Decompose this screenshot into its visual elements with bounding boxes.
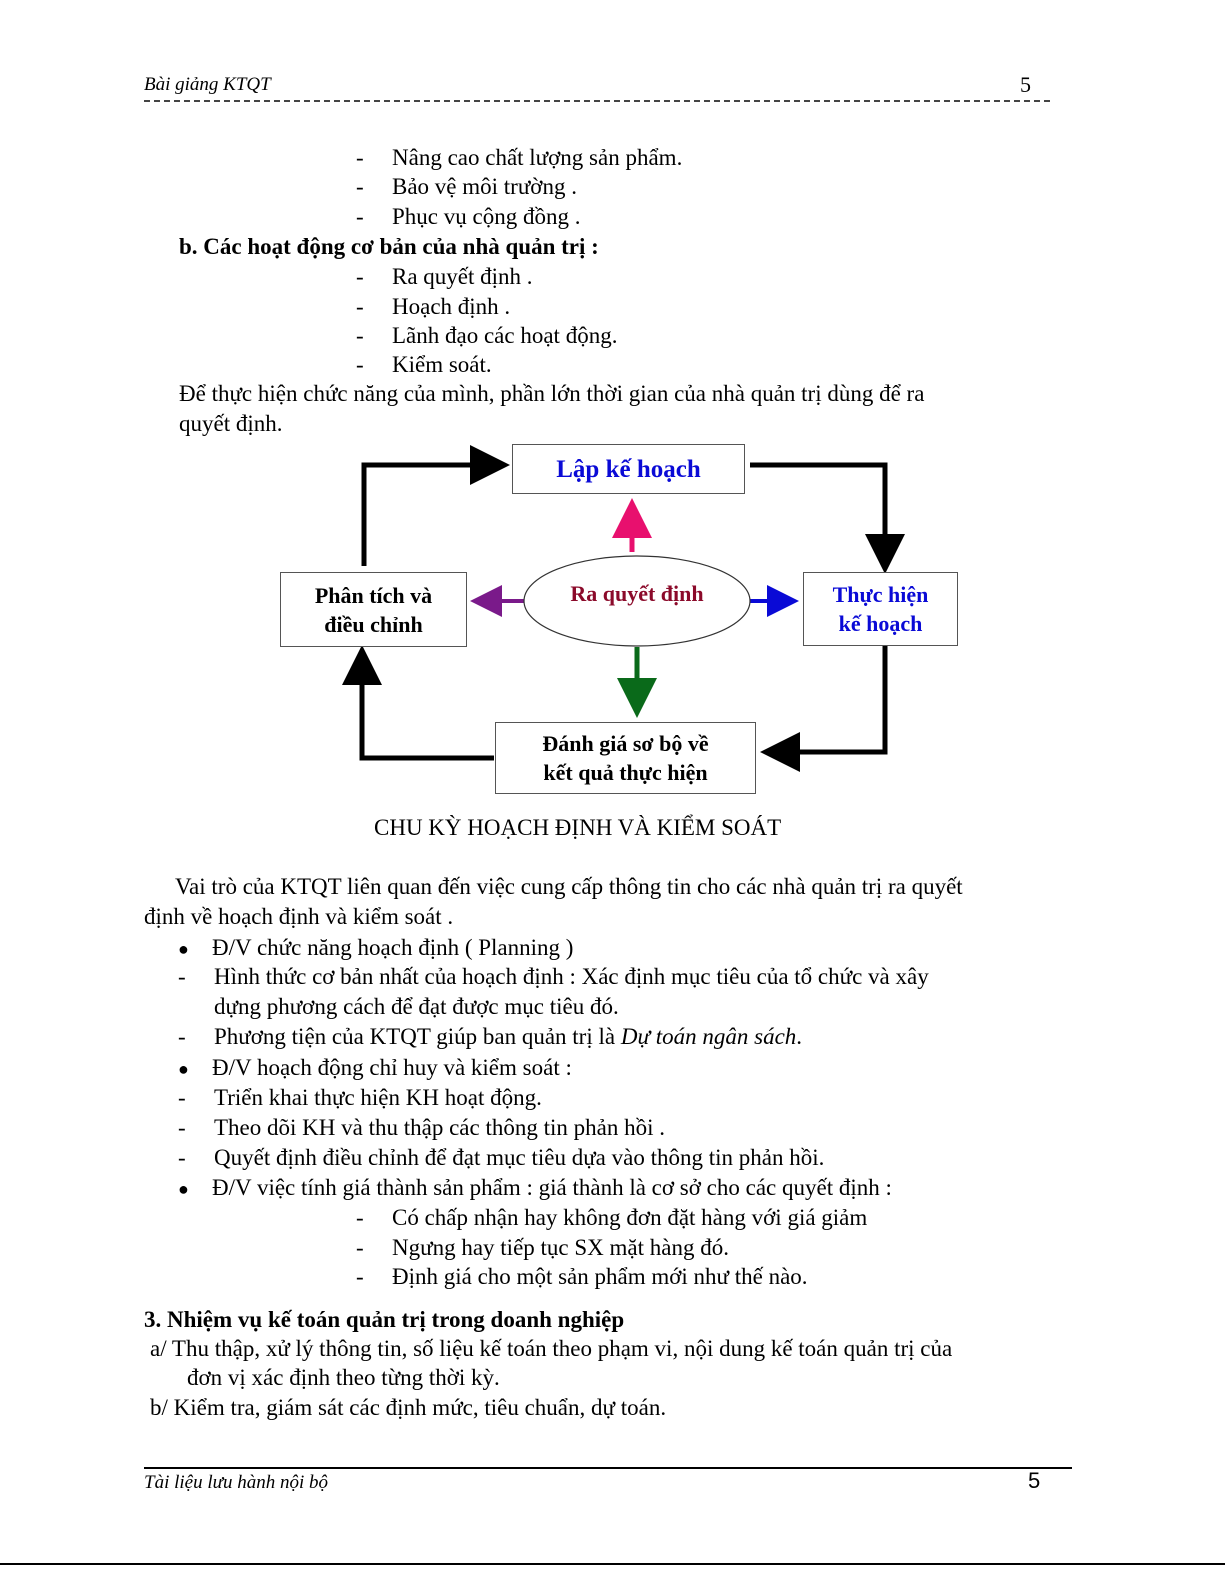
plan-box: Lập kế hoạch bbox=[512, 444, 745, 494]
list-item: - Có chấp nhận hay không đơn đặt hàng với giá giảm bbox=[356, 1205, 868, 1230]
paragraph-line: a/ Thu thập, xử lý thông tin, số liệu kế toán theo phạm vi, nội dung kế toán quản trị của bbox=[150, 1336, 953, 1361]
list-item: - Ngưng hay tiếp tục SX mặt hàng đó. bbox=[356, 1235, 729, 1260]
list-item: - Nâng cao chất lượng sản phẩm. bbox=[356, 145, 683, 170]
footer-divider bbox=[144, 1467, 1072, 1469]
arrow-analyze-to-plan bbox=[364, 465, 500, 566]
section-b-heading: b. Các hoạt động cơ bản của nhà quản trị : bbox=[179, 234, 599, 259]
arrow-evaluate-to-analyze bbox=[362, 655, 494, 758]
list-item: - Theo dõi KH và thu thập các thông tin phản hồi . bbox=[178, 1115, 665, 1140]
list-item: - Triển khai thực hiện KH hoạt động. bbox=[178, 1085, 542, 1110]
bullet-item: ● Đ/V hoạch động chỉ huy và kiểm soát : bbox=[178, 1053, 572, 1084]
list-item: - Hoạch định . bbox=[356, 294, 511, 319]
paragraph-line: b/ Kiểm tra, giám sát các định mức, tiêu chuẩn, dự toán. bbox=[150, 1395, 667, 1420]
page-bottom-rule bbox=[0, 1563, 1225, 1565]
list-item: - Phục vụ cộng đồng . bbox=[356, 204, 581, 229]
list-item: - Bảo vệ môi trường . bbox=[356, 174, 577, 199]
list-item: - Phương tiện của KTQT giúp ban quản trị là Dự toán ngân sách. bbox=[178, 1024, 803, 1049]
list-item: - Định giá cho một sản phẩm mới như thế nào. bbox=[356, 1264, 808, 1289]
bullet-item: ● Đ/V chức năng hoạch định ( Planning ) bbox=[178, 933, 573, 964]
list-item: - Quyết định điều chỉnh để đạt mục tiêu dựa vào thông tin phản hồi. bbox=[178, 1145, 825, 1170]
list-item: - Kiểm soát. bbox=[356, 352, 492, 377]
bullet-icon: ● bbox=[178, 939, 189, 959]
header-page-number: 5 bbox=[1020, 72, 1031, 97]
evaluate-box: Đánh giá sơ bộ về kết quả thực hiện bbox=[495, 722, 756, 794]
list-item-continuation: dựng phương cách để đạt được mục tiêu đó. bbox=[214, 994, 619, 1019]
header-title: Bài giảng KTQT bbox=[144, 74, 271, 95]
paragraph-line: định về hoạch định và kiểm soát . bbox=[144, 904, 454, 929]
bullet-icon: ● bbox=[178, 1059, 189, 1079]
paragraph-line: quyết định. bbox=[179, 411, 283, 436]
list-item: - Hình thức cơ bản nhất của hoạch định : Xác định mục tiêu của tổ chức và xây bbox=[178, 964, 929, 989]
arrow-implement-to-evaluate bbox=[770, 646, 885, 752]
arrow-plan-to-implement bbox=[750, 465, 885, 564]
implement-box: Thực hiện kế hoạch bbox=[803, 572, 958, 646]
bullet-icon: ● bbox=[178, 1179, 189, 1199]
paragraph-line: đơn vị xác định theo từng thời kỳ. bbox=[187, 1365, 500, 1390]
paragraph-line: Vai trò của KTQT liên quan đến việc cung cấp thông tin cho các nhà quản trị ra quyết bbox=[175, 874, 963, 899]
bullet-item: ● Đ/V việc tính giá thành sản phẩm : giá thành là cơ sở cho các quyết định : bbox=[178, 1173, 892, 1204]
footer-page-number: 5 bbox=[1028, 1468, 1041, 1493]
section-3-heading: 3. Nhiệm vụ kế toán quản trị trong doanh nghiệp bbox=[144, 1307, 625, 1332]
decision-label: Ra quyết định bbox=[570, 581, 704, 606]
paragraph-line: Để thực hiện chức năng của mình, phần lớn thời gian của nhà quản trị dùng để ra bbox=[179, 381, 925, 406]
footer-text: Tài liệu lưu hành nội bộ bbox=[144, 1472, 329, 1493]
diagram-caption: CHU KỲ HOẠCH ĐỊNH VÀ KIỂM SOÁT bbox=[374, 815, 782, 840]
list-item: - Ra quyết định . bbox=[356, 264, 533, 289]
analyze-box: Phân tích và điều chỉnh bbox=[280, 572, 467, 647]
list-item: - Lãnh đạo các hoạt động. bbox=[356, 323, 618, 348]
